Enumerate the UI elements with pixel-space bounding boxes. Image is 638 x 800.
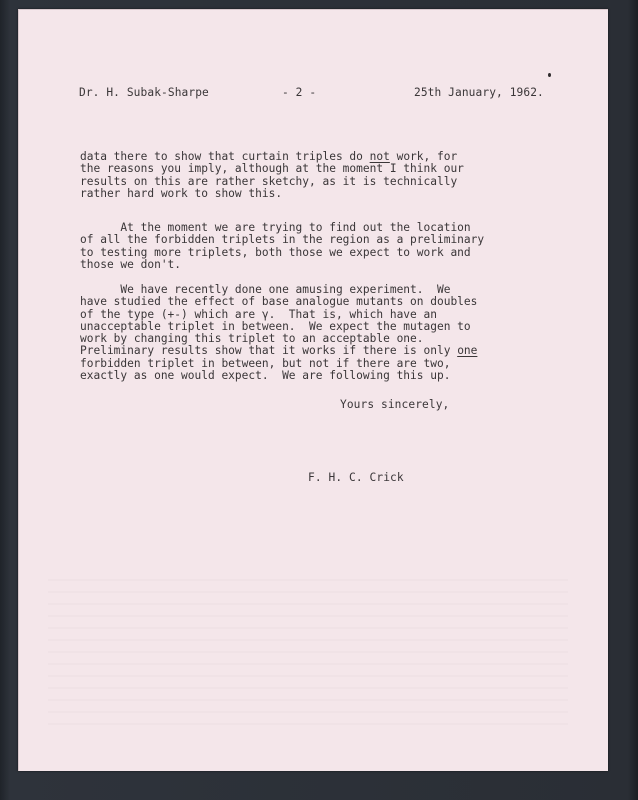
paragraph-1 [80, 151, 550, 200]
paragraph-line: of all the forbidden triplets in the region as a preliminary [80, 233, 485, 247]
paragraph-line: At the moment we are trying to find out the location [80, 221, 471, 234]
letter-page [18, 9, 608, 771]
closing-salutation: Yours sincerely, [340, 398, 450, 411]
show-through-texture [48, 569, 568, 729]
paragraph-line: We have recently done one amusing experiment. We [80, 283, 451, 296]
paragraph-3 [80, 284, 550, 382]
paragraph-line: have studied the effect of base analogue mutants on doubles [80, 295, 478, 309]
paragraph-line: of the type (+-) which are γ. That is, which have an [80, 307, 437, 321]
paragraph-line: results on this are rather sketchy, as it is technically [80, 174, 458, 188]
paragraph-line: unacceptable triplet in between. We expect the mutagen to [80, 319, 471, 333]
underlined-word: one [457, 344, 478, 358]
paragraph-2 [80, 222, 550, 271]
paragraph-line: rather hard work to show this. [80, 186, 283, 200]
paragraph-line: work by changing this triplet to an acceptable one. [80, 332, 424, 346]
header-date: 25th January, 1962. [414, 86, 544, 99]
ink-mark [548, 73, 551, 77]
paragraph-line: data there to show that curtain triples do not work, for [80, 150, 458, 163]
paragraph-line: exactly as one would expect. We are following this up. [80, 369, 451, 383]
underlined-word: not [369, 150, 390, 163]
paragraph-line: those we don't. [80, 257, 182, 271]
paragraph-line: forbidden triplet in between, but not if there are two, [80, 356, 451, 370]
paragraph-line: Preliminary results show that it works if there is only one [80, 344, 478, 358]
header-page-number: - 2 - [282, 86, 317, 99]
paragraph-line: the reasons you imply, although at the moment I think our [80, 162, 464, 176]
signature-name: F. H. C. Crick [308, 471, 404, 484]
header-recipient: Dr. H. Subak-Sharpe [79, 86, 209, 99]
paragraph-line: to testing more triplets, both those we expect to work and [80, 245, 471, 259]
